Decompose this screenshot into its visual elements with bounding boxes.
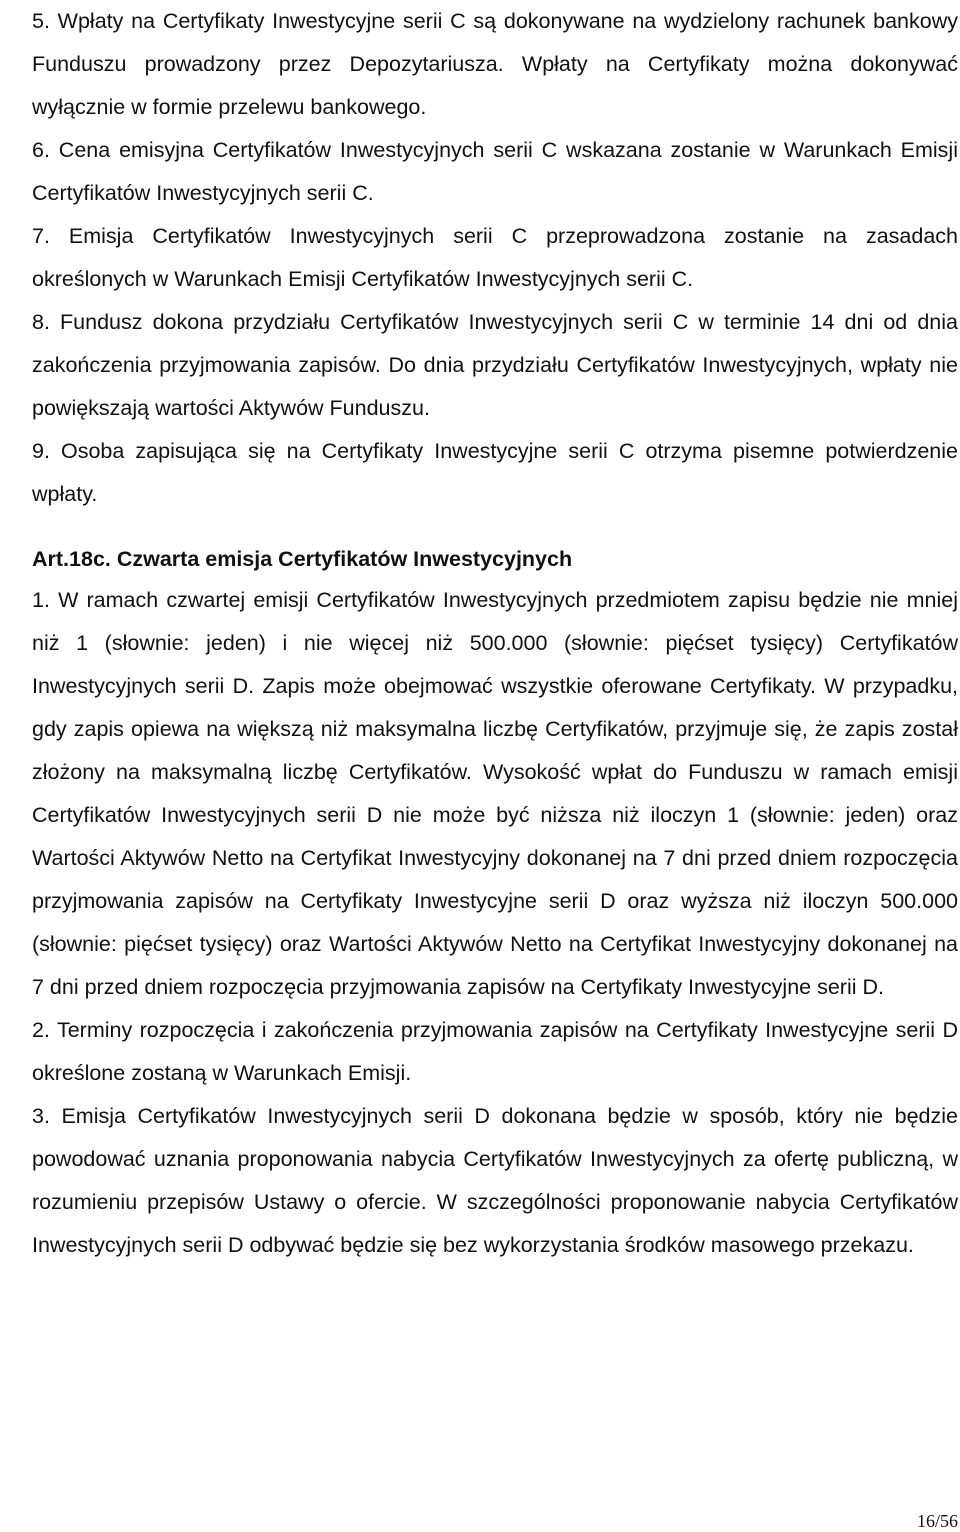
section-heading: Art.18c. Czwarta emisja Certyfikatów Inwestycyjnych	[32, 547, 573, 571]
list-item-c-8: 8. Fundusz dokona przydziału Certyfikatów Inwestycyjnych serii C w terminie 14 dni od dnia zakończenia przyjmowania zapisów. Do dnia przydziału Certyfikatów Inwestycyjnych, wpłaty nie powiększają wartości Aktywów Funduszu.	[32, 310, 958, 420]
list-item-c-9: 9. Osoba zapisująca się na Certyfikaty Inwestycyjne serii C otrzyma pisemne potwierdzenie wpłaty.	[32, 439, 958, 506]
list-item-c-6: 6. Cena emisyjna Certyfikatów Inwestycyjnych serii C wskazana zostanie w Warunkach Emisji Certyfikatów Inwestycyjnych serii C.	[32, 138, 958, 205]
list-item-d-2: 2. Terminy rozpoczęcia i zakończenia przyjmowania zapisów na Certyfikaty Inwestycyjne serii D określone zostaną w Warunkach Emisji.	[32, 1018, 958, 1085]
list-item-d-1: 1. W ramach czwartej emisji Certyfikatów Inwestycyjnych przedmiotem zapisu będzie nie mniej niż 1 (słownie: jeden) i nie więcej niż 500.000 (słownie: pięćset tysięcy) Certyfikatów Inwestycyjnych serii D. Zapis może obejmować wszystkie oferowane Certyfikaty. W przypadku, gdy zapis opiewa na większą niż maksymalna liczbę Certyfikatów, przyjmuje się, że zapis został złożony na maksymalną liczbę Certyfikatów. Wysokość wpłat do Funduszu w ramach emisji Certyfikatów Inwestycyjnych serii D nie może być niższa niż iloczyn 1 (słownie: jeden) oraz Wartości Aktywów Netto na Certyfikat Inwestycyjny dokonanej na 7 dni przed dniem rozpoczęcia przyjmowania zapisów na Certyfikaty Inwestycyjne serii D oraz wyższa niż iloczyn 500.000 (słownie: pięćset tysięcy) oraz Wartości Aktywów Netto na Certyfikat Inwestycyjny dokonanej na 7 dni przed dniem rozpoczęcia przyjmowania zapisów na Certyfikaty Inwestycyjne serii D.	[32, 588, 958, 999]
document-page	[32, 0, 958, 1267]
list-item-c-7: 7. Emisja Certyfikatów Inwestycyjnych serii C przeprowadzona zostanie na zasadach określonych w Warunkach Emisji Certyfikatów Inwestycyjnych serii C.	[32, 224, 958, 291]
list-item-d-3: 3. Emisja Certyfikatów Inwestycyjnych serii D dokonana będzie w sposób, który nie będzie powodować uznania proponowania nabycia Certyfikatów Inwestycyjnych za ofertę publiczną, w rozumieniu przepisów Ustawy o ofercie. W szczególności proponowanie nabycia Certyfikatów Inwestycyjnych serii D odbywać będzie się bez wykorzystania środków masowego przekazu.	[32, 1104, 958, 1257]
page-number: 16/56	[916, 1511, 958, 1531]
spacer	[32, 516, 958, 543]
list-item-c-5: 5. Wpłaty na Certyfikaty Inwestycyjne serii C są dokonywane na wydzielony rachunek bankowy Funduszu prowadzony przez Depozytariusza. Wpłaty na Certyfikaty można dokonywać wyłącznie w formie przelewu bankowego.	[32, 9, 958, 119]
